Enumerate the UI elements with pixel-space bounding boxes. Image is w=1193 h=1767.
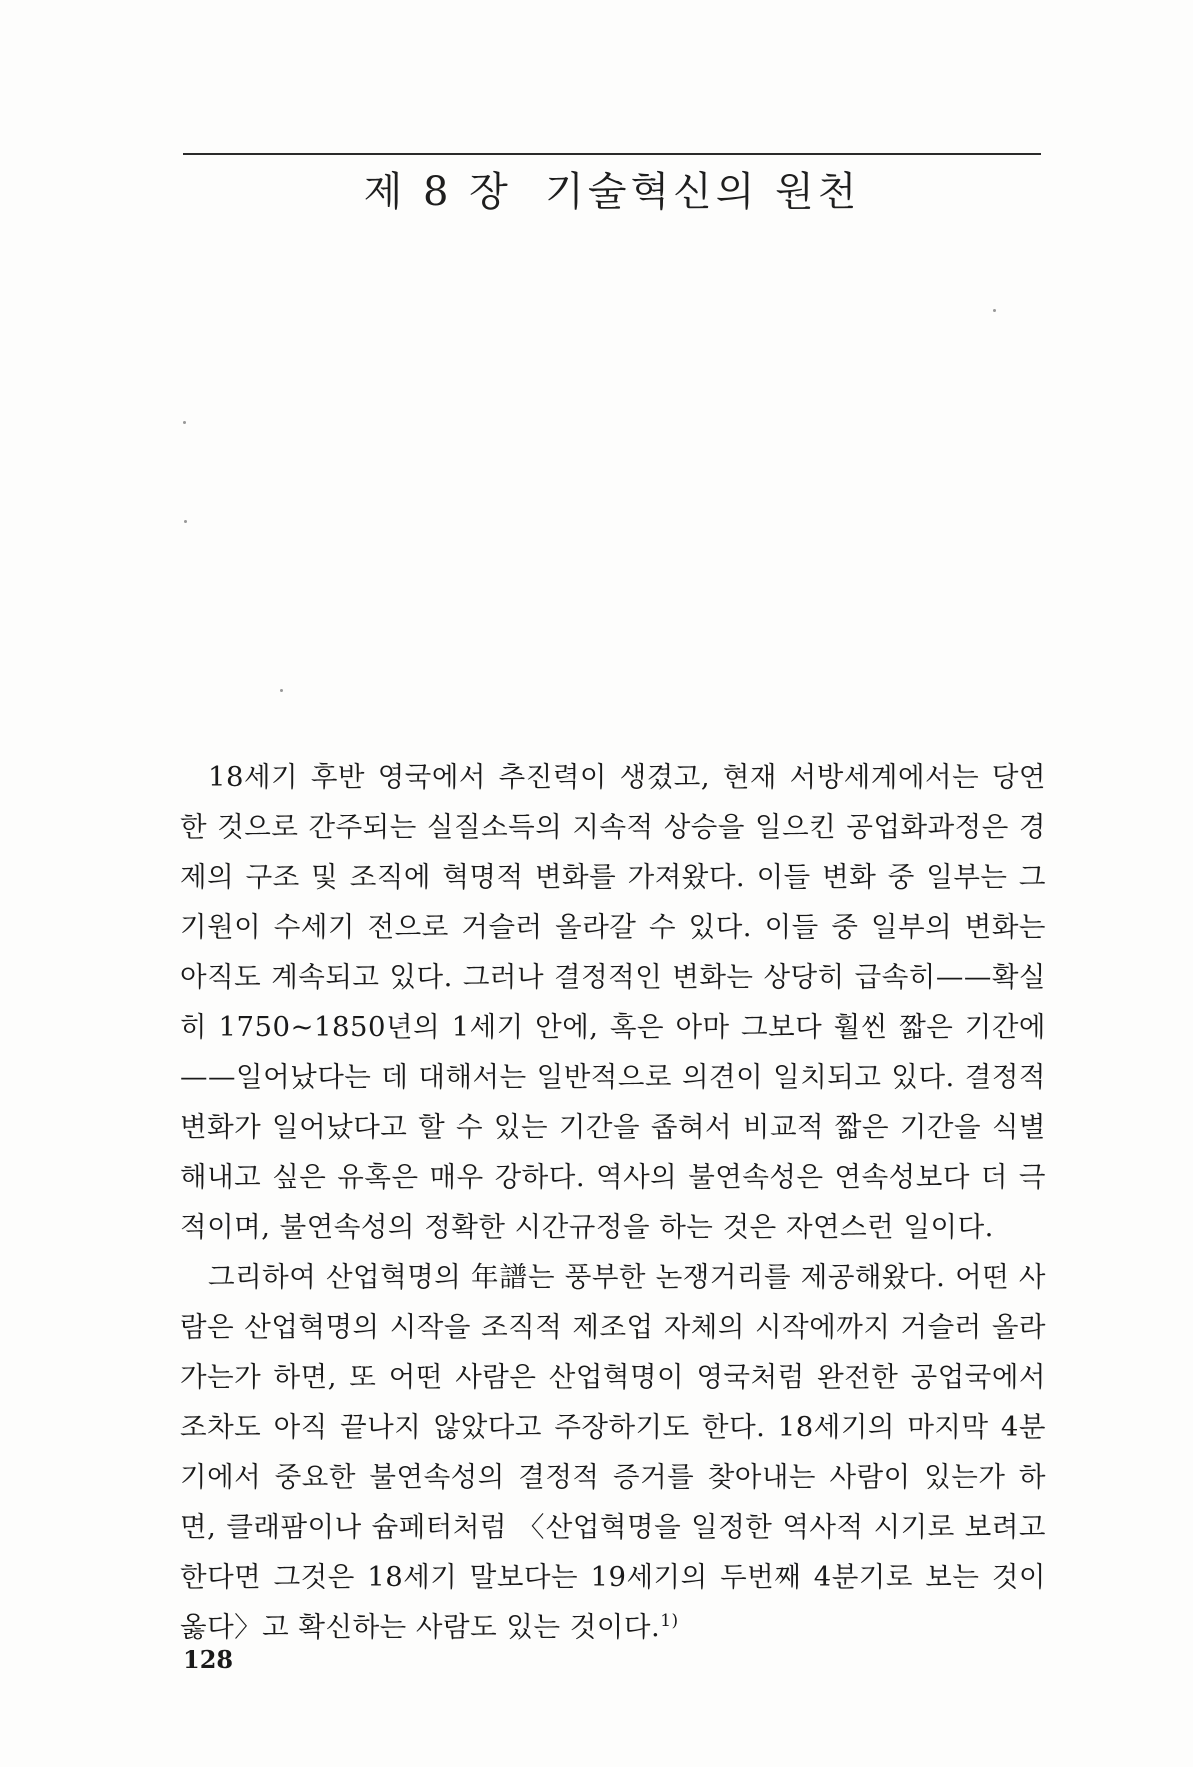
page-number: 128: [183, 1645, 234, 1674]
scan-speck: [993, 309, 996, 312]
paragraph-text: 18세기 후반 영국에서 추진력이 생겼고, 현재 서방세계에서는 당연한 것으로 간주되는 실질소득의 지속적 상승을 일으킨 공업화과정은 경제의 구조 및 조직에 혁명적 변화를 가져왔다. 이들 변화 중 일부는 그 기원이 수세기 전으로 거슬러 올라갈 수 있다. 이들 중 일부의 변화는 아직도 계속되고 있다. 그러나 결정적인 변화는 상당히 급속히——확실히 1750~1850년의 1세기 안에, 혹은 아마 그보다 훨씬 짧은 기간에——일어났다는 데 대해서는 일반적으로 의견이 일치되고 있다. 결정적 변화가 일어났다고 할 수 있는 기간을 좁혀서 비교적 짧은 기간을 식별해내고 싶은 유혹은 매우 강하다. 역사의 불연속성은 연속성보다 더 극적이며, 불연속성의 정확한 시간규정을 하는 것은 자연스런 일이다.: [180, 761, 1046, 1243]
header-rule: [183, 153, 1041, 155]
body-text: [180, 752, 1046, 1652]
paragraph: [180, 1252, 1046, 1652]
chapter-title: 제 8 장 기술혁신의 원천: [363, 169, 861, 215]
paragraph: [180, 752, 1046, 1252]
scan-speck: [183, 421, 186, 424]
footnote-marker: 1): [660, 1610, 679, 1631]
scan-speck: [280, 689, 283, 692]
scan-speck: [184, 520, 187, 523]
paragraph-text: 그리하여 산업혁명의 年譜는 풍부한 논쟁거리를 제공해왔다. 어떤 사람은 산업혁명의 시작을 조직적 제조업 자체의 시작에까지 거슬러 올라가는가 하면, 또 어떤 사람은 산업혁명이 영국처럼 완전한 공업국에서조차도 아직 끝나지 않았다고 주장하기도 한다. 18세기의 마지막 4분기에서 중요한 불연속성의 결정적 증거를 찾아내는 사람이 있는가 하면, 클래팜이나 슘페터처럼 〈산업혁명을 일정한 역사적 시기로 보려고 한다면 그것은 18세기 말보다는 19세기의 두번째 4분기로 보는 것이 옳다〉고 확신하는 사람도 있는 것이다.: [180, 1261, 1046, 1643]
